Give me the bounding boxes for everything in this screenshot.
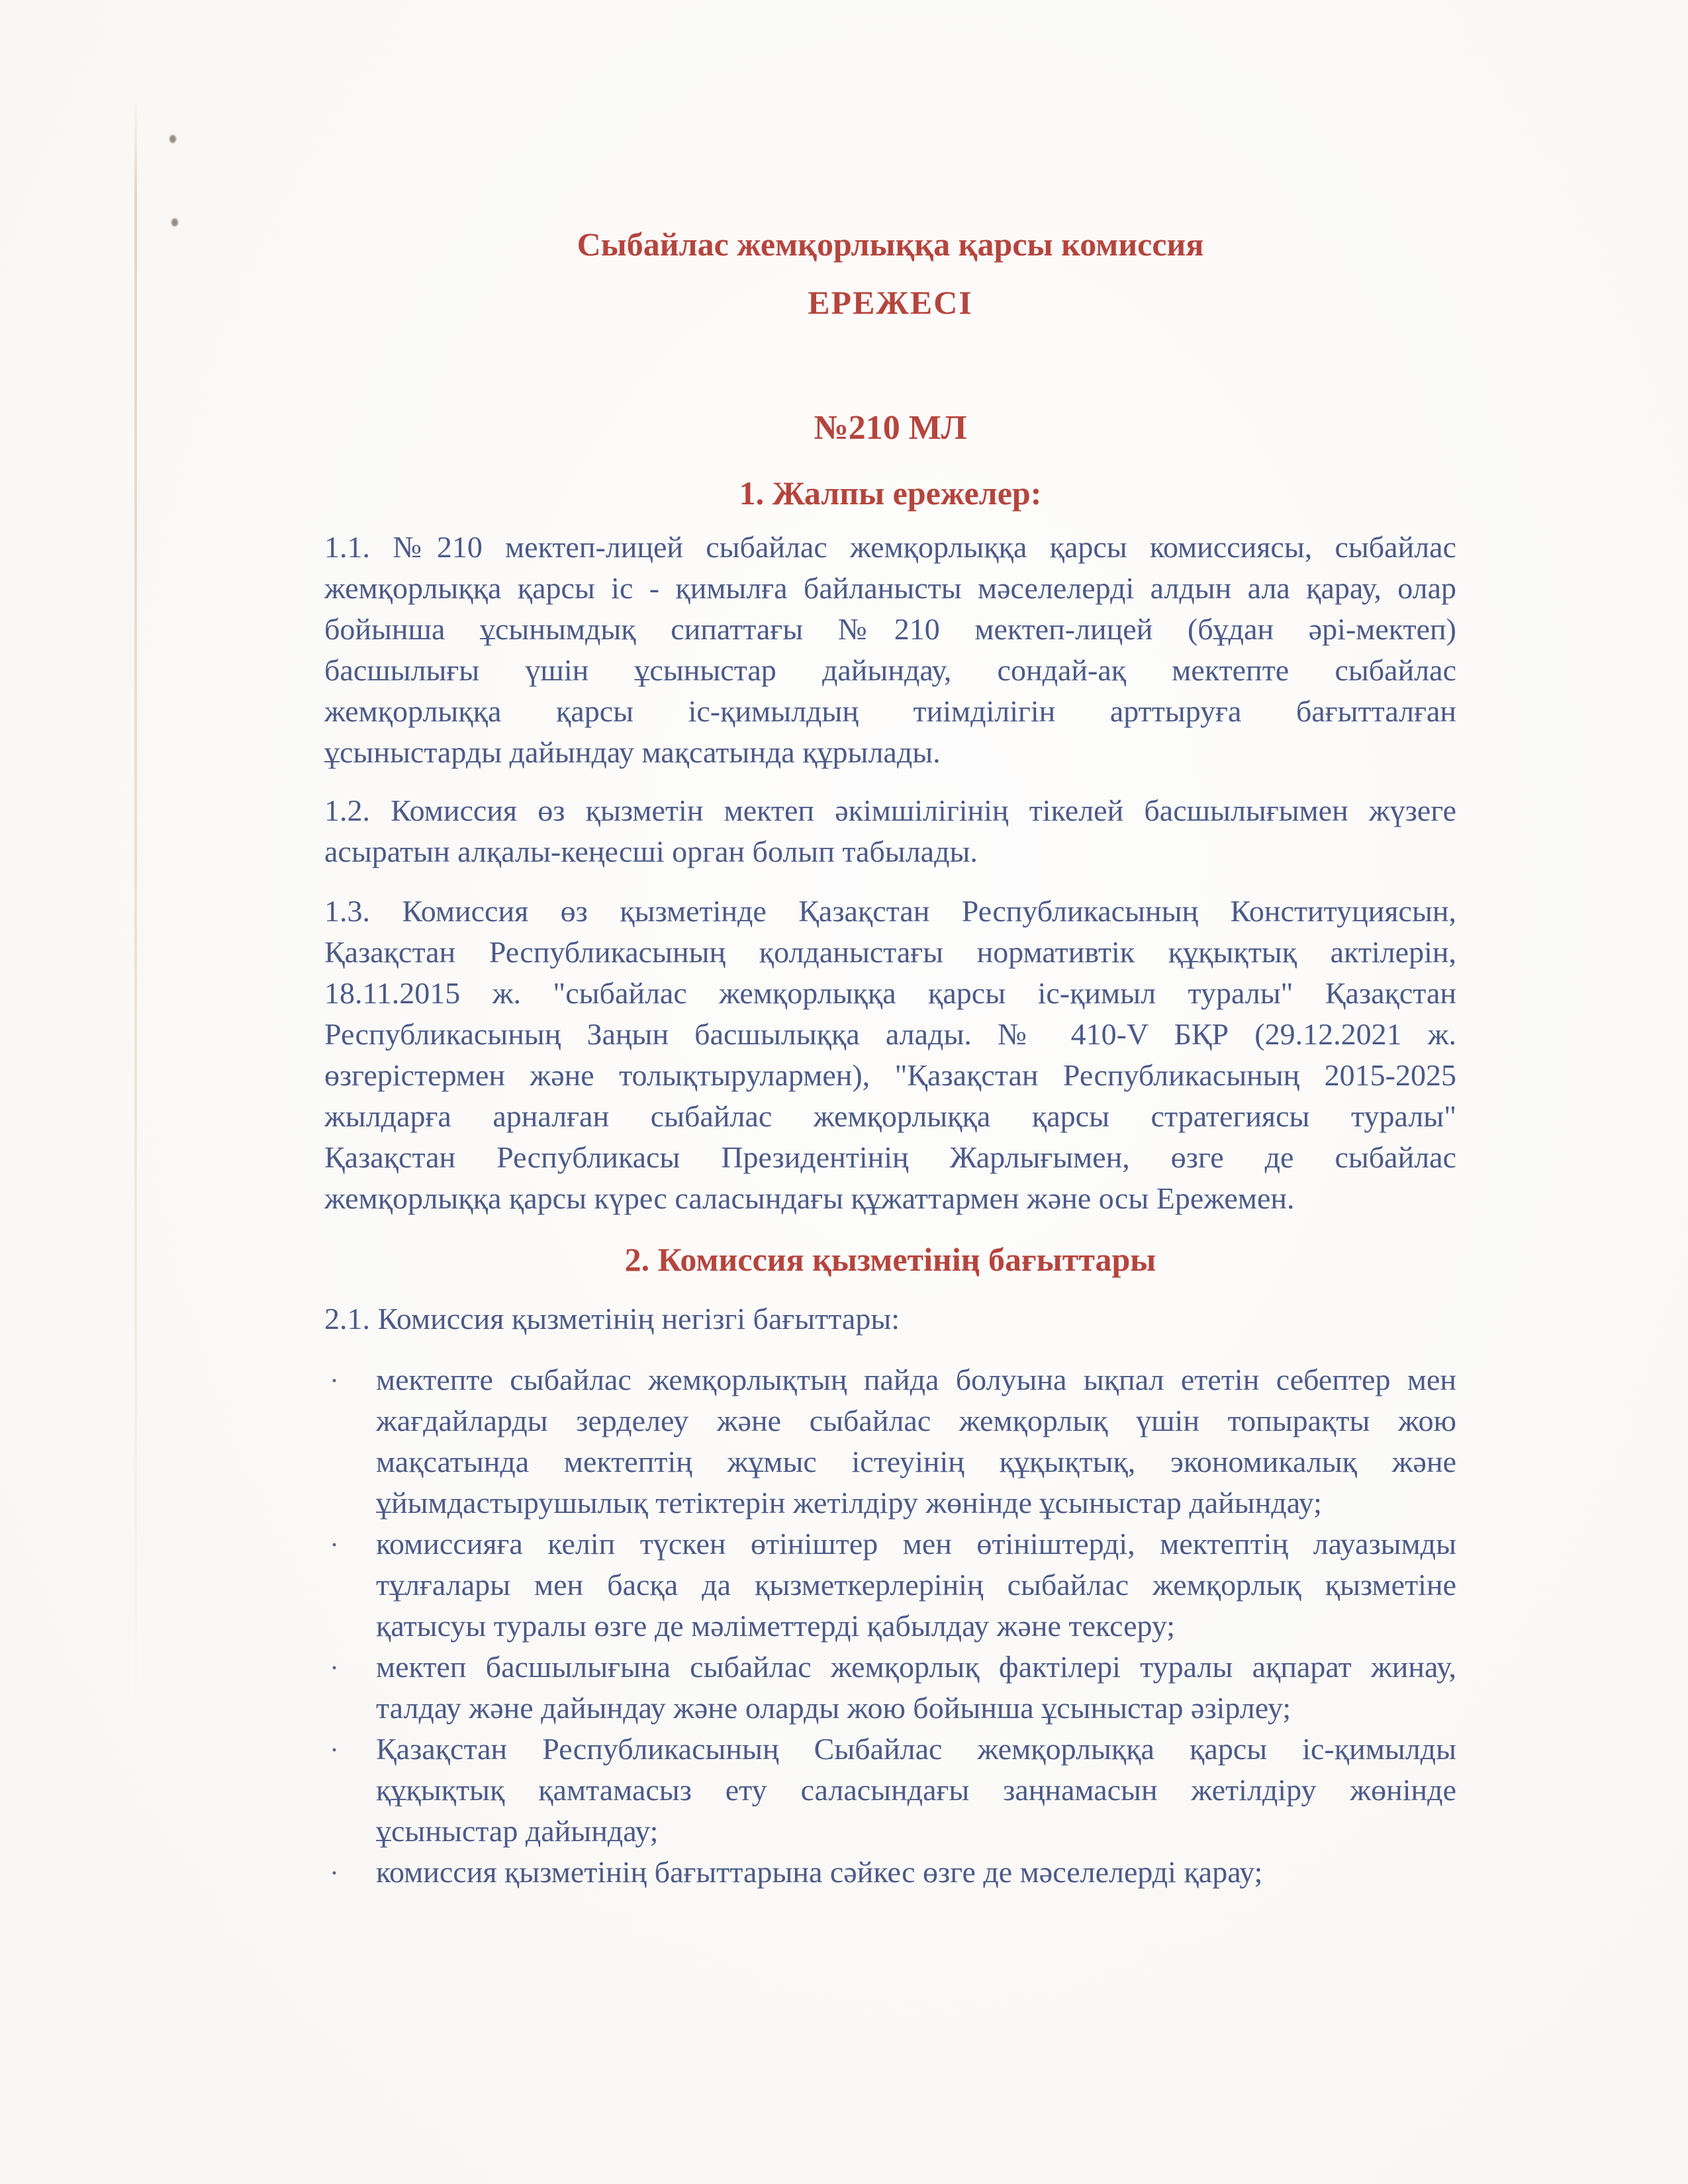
text-line: бойынша ұсынымдық сипаттағы №210 мектеп-лицей (бұдан әрі-мектеп) bbox=[324, 612, 1456, 646]
text-line: жемқорлыққа қарсы іс-қимылдың тиімділігін арттыруға бағытталған bbox=[324, 694, 1456, 728]
text-line: өзгерістермен және толықтырулармен), "Қазақстан Республикасының 2015-2025 bbox=[324, 1058, 1456, 1092]
list-item-text bbox=[376, 1647, 1456, 1729]
text-line: жемқорлыққа қарсы іс - қимылға байланысты мәселелерді алдын ала қарау, олар bbox=[324, 571, 1456, 605]
text-line: басшылығы үшін ұсыныстар дайындау, сондай-ақ мектепте сыбайлас bbox=[324, 653, 1456, 687]
document-body bbox=[324, 0, 1456, 1893]
text-line: талдау және дайындау және оларды жою бойынша ұсыныстар әзірлеу; bbox=[376, 1691, 1291, 1725]
list-item bbox=[324, 1359, 1456, 1524]
text-line: мектепте сыбайлас жемқорлықтың пайда болуына ықпал ететін себептер мен bbox=[376, 1363, 1456, 1396]
text-line: комиссия қызметінің бағыттарына сәйкес өзге де мәселелерді қарау; bbox=[376, 1855, 1263, 1889]
paper-edge-shadow bbox=[134, 98, 137, 1719]
bullet-dot-icon: · bbox=[330, 1530, 339, 1561]
text-line: Қазақстан Республикасы Президентінің Жарлығымен, өзге де сыбайлас bbox=[324, 1140, 1456, 1174]
bullet-dot-icon: · bbox=[330, 1858, 339, 1889]
list-item bbox=[324, 1647, 1456, 1729]
list-item-text bbox=[376, 1359, 1456, 1524]
text-line: 18.11.2015 ж. "сыбайлас жемқорлыққа қарсы іс-қимыл туралы" Қазақстан bbox=[324, 976, 1456, 1010]
text-line: жемқорлыққа қарсы күрес саласындағы құжаттармен және осы Ережемен. bbox=[324, 1181, 1295, 1215]
list-item bbox=[324, 1852, 1456, 1893]
document-number: №210 МЛ bbox=[814, 409, 967, 447]
text-line: 1.2. Комиссия өз қызметін мектеп әкімшілігінің тікелей басшылығымен жүзеге bbox=[324, 794, 1456, 827]
paragraph-1-2 bbox=[324, 790, 1456, 872]
text-line: ұсыныстар дайындау; bbox=[376, 1814, 659, 1848]
paragraph-1-1 bbox=[324, 527, 1456, 773]
text-line: комиссияға келіп түскен өтініштер мен өтініштерді, мектептің лауазымды bbox=[376, 1527, 1456, 1561]
paragraph-1-3 bbox=[324, 891, 1456, 1219]
text-line: Қазақстан Республикасының Сыбайлас жемқорлыққа қарсы іс-қимылды bbox=[376, 1732, 1456, 1766]
text-line: асыратын алқалы-кеңесші орган болып табылады. bbox=[324, 835, 978, 868]
bullet-dot-icon: · bbox=[330, 1366, 339, 1396]
text-line: 2.1. Комиссия қызметінің негізгі бағыттары: bbox=[324, 1302, 900, 1336]
paragraph-2-1 bbox=[324, 1298, 1456, 1340]
text-line: ұйымдастырушылық тетіктерін жетілдіру жөнінде ұсыныстар дайындау; bbox=[376, 1486, 1322, 1520]
section-1-heading: 1. Жалпы ережелер: bbox=[739, 475, 1042, 512]
list-item bbox=[324, 1729, 1456, 1852]
text-line: жағдайларды зерделеу және сыбайлас жемқорлық үшін топырақты жою bbox=[376, 1404, 1456, 1437]
text-line: Қазақстан Республикасының қолданыстағы нормативтік құқықтық актілерін, bbox=[324, 935, 1456, 969]
bullet-dot-icon: · bbox=[330, 1653, 339, 1684]
text-line: 1.1. №210 мектеп-лицей сыбайлас жемқорлыққа қарсы комиссиясы, сыбайлас bbox=[324, 530, 1456, 564]
text-line: тұлғалары мен басқа да қызметкерлерінің сыбайлас жемқорлық қызметіне bbox=[376, 1568, 1456, 1602]
text-line: Республикасының Заңын басшылыққа алады. № 410-V БҚР (29.12.2021 ж. bbox=[324, 1017, 1456, 1051]
list-item-text bbox=[376, 1524, 1456, 1647]
list-item-text bbox=[376, 1729, 1456, 1852]
list-item-text bbox=[376, 1852, 1456, 1893]
text-line: мектеп басшылығына сыбайлас жемқорлық фактілері туралы ақпарат жинау, bbox=[376, 1650, 1456, 1684]
directions-list bbox=[324, 1359, 1456, 1893]
document-title: Сыбайлас жемқорлыққа қарсы комиссия bbox=[577, 226, 1204, 263]
text-line: ұсыныстарды дайындау мақсатында құрылады. bbox=[324, 735, 941, 769]
scan-speck bbox=[169, 135, 176, 143]
list-item bbox=[324, 1524, 1456, 1647]
text-line: жылдарға арналған сыбайлас жемқорлыққа қарсы стратегиясы туралы" bbox=[324, 1099, 1456, 1133]
text-line: мақсатында мектептің жұмыс істеуінің құқықтық, экономикалық және bbox=[376, 1445, 1456, 1479]
text-line: 1.3. Комиссия өз қызметінде Қазақстан Республикасының Конституциясын, bbox=[324, 894, 1456, 928]
section-2-heading: 2. Комиссия қызметінің бағыттары bbox=[624, 1241, 1156, 1278]
document-subtitle: ЕРЕЖЕСІ bbox=[808, 284, 973, 321]
bullet-dot-icon: · bbox=[330, 1735, 339, 1766]
text-line: құқықтық қамтамасыз ету саласындағы заңнамасын жетілдіру жөнінде bbox=[376, 1773, 1456, 1807]
text-line: қатысуы туралы өзге де мәліметтерді қабылдау және тексеру; bbox=[376, 1609, 1176, 1643]
scan-speck bbox=[171, 218, 178, 226]
